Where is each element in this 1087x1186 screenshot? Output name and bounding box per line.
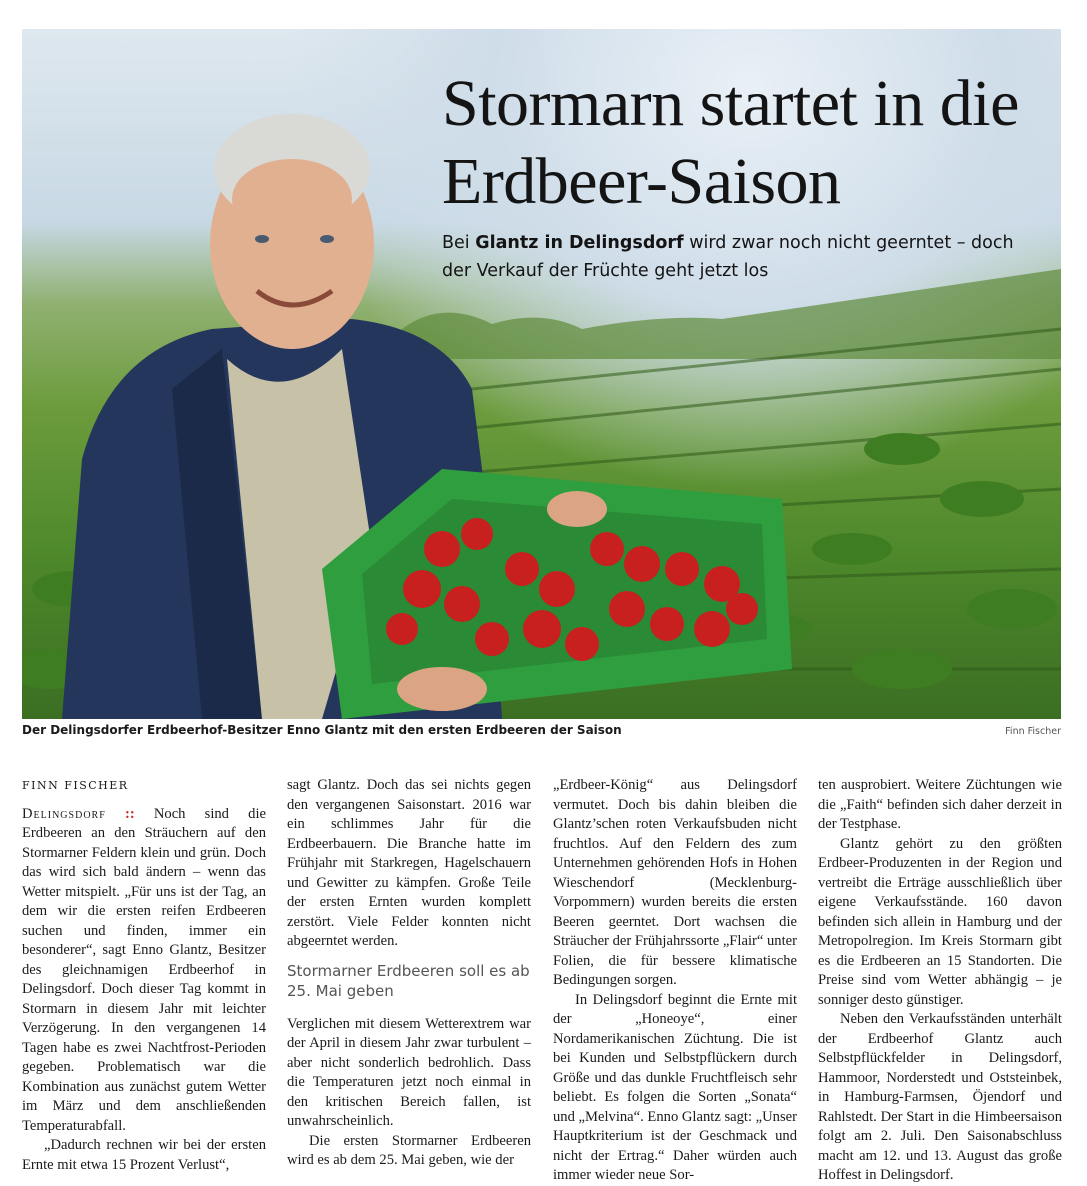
subhead-text-end: wird zwar noch nicht geerntet – doch der Verkauf der Früchte geht jetzt los [442, 233, 1014, 281]
photo-credit: Finn Fischer [1005, 726, 1061, 737]
dateline-mark: :: [124, 805, 135, 822]
photo-caption: Der Delingsdorfer Erdbeerhof-Besitzer Enno Glantz mit den ersten Erdbeeren der Saison [22, 723, 622, 737]
article-photo [22, 29, 1061, 719]
article-column-3 [553, 776, 797, 1186]
article-paragraph: ten ausprobiert. Weitere Züchtungen wie die „Faith“ befinden sich daher derzeit in der Testphase. [818, 777, 1062, 832]
article-column-4 [818, 776, 1062, 1186]
article-column-2 [287, 776, 531, 1171]
article-column-1 [22, 776, 266, 1175]
article-paragraph: Verglichen mit diesem Wetterextrem war der April in diesem Jahr zwar turbulent – aber nicht sonderlich bedrohlich. Dass die Temperaturen jetzt noch einmal in den kritischen Bereich fallen, ist unwahrscheinlich. [287, 1015, 531, 1129]
article-paragraph: In Delingsdorf beginnt die Ernte mit der „Honeoye“, einer Nordamerikanischen Züchtung. Die ist bei Kunden und Selbstpflückern durch Größe und das dunkle Fruchtfleisch sehr beliebt. Es folgen die Sorten „Sonata“ und „Melvina“. Enno Glantz sagt: „Unser Hauptkriterium ist der Geschmack und nicht der Ertrag.“ Daher würden auch immer wieder neue Sor- [553, 991, 797, 1183]
article-intertitle: Stormarner Erdbeeren soll es ab 25. Mai geben [287, 961, 530, 1000]
article-paragraph: Glantz gehört zu den größten Erdbeer-Produzenten in der Region und vertreibt die Erträge ausschließlich über eigene Verkaufsstände. 160 davon befinden sich allein in Hamburg und der Metropolregion. Im Kreis Stormarn gibt es die Erdbeeren an 15 Standorten. Die Preise sind vom Wetter abhängig – je sonniger desto günstiger. [818, 835, 1062, 1008]
author-byline: FINN FISCHER [22, 779, 129, 792]
article-paragraph: Die ersten Stormarner Erdbeeren wird es ab dem 25. Mai geben, wie der [287, 1132, 531, 1168]
article-subhead [442, 229, 1042, 285]
article-paragraph: „Erdbeer-König“ aus Delingsdorf vermutet. Doch bis dahin bleiben die Glantz’schen roten Verkaufsbuden nicht fruchtlos. Auf den Feldern des zum Unternehmen gehörenden Hofs in Hohen Wieschendorf (Mecklenburg-Vorpommern) wurden bereits die ersten Beeren geerntet. Dort wachsen die Sträucher der Frühjahrssorte „Flair“ unter Folien, die für bessere klimatische Bedingungen sorgen. [553, 777, 797, 988]
article-paragraph: Neben den Verkaufsständen unterhält der Erdbeerhof Glantz auch Selbstpflückfelder in Delingsdorf, Hammoor, Norderstedt und Oststeinbek, in Hamburg-Farmsen, Öjendorf und Rahlstedt. Der Start in die Himbeersaison folgt am 2. Juli. Den Saisonabschluss macht am 12. und 13. August das große Hoffest in Delingsdorf. [818, 1011, 1062, 1183]
article-paragraph: „Dadurch rechnen wir bei der ersten Ernte mit etwa 15 Prozent Verlust“, [22, 1137, 266, 1173]
dateline: Delingsdorf [22, 805, 106, 822]
article-paragraph: sagt Glantz. Doch das sei nichts gegen den vergangenen Saisonstart. 2016 war ein schlimmes Jahr für die Erdbeerbauern. Die Branche hatte im Frühjahr mit Starkregen, Hagelschauern und Gewitter zu kämpfen. Große Teile der ersten Ernten wurden komplett zerstört. Viele Felder konnten nicht abgeerntet werden. [287, 777, 531, 949]
article-headline: Stormarn startet in die Erdbeer-Saison [442, 67, 1019, 218]
article-paragraph [22, 805, 266, 1137]
subhead-bold-text: Glantz in Delingsdorf [475, 233, 684, 253]
paragraph-text: Noch sind die Erdbeeren an den Sträuchern auf den Stormarner Feldern klein und grün. Doch das wird sich bald ändern – wenn das Wetter mitspielt. „Für uns ist der Tag, an dem wir die ersten reifen Erdbeeren suchen und finden, immer ein besonderer“, sagt Enno Glantz, Besitzer des gleichnamigen Erdbeerhof in Delingsdorf. Doch dieser Tag kommt in Stormarn in diesem Jahr mit leichter Verzögerung. In den vergangenen 14 Tagen habe es zwei Nachtfrost-Perioden gegeben. Problematisch war die Kombination aus zunächst gutem Wetter im März und dem anschließenden Temperaturabfall. [22, 805, 266, 1134]
subhead-text-start: Bei [442, 233, 476, 253]
